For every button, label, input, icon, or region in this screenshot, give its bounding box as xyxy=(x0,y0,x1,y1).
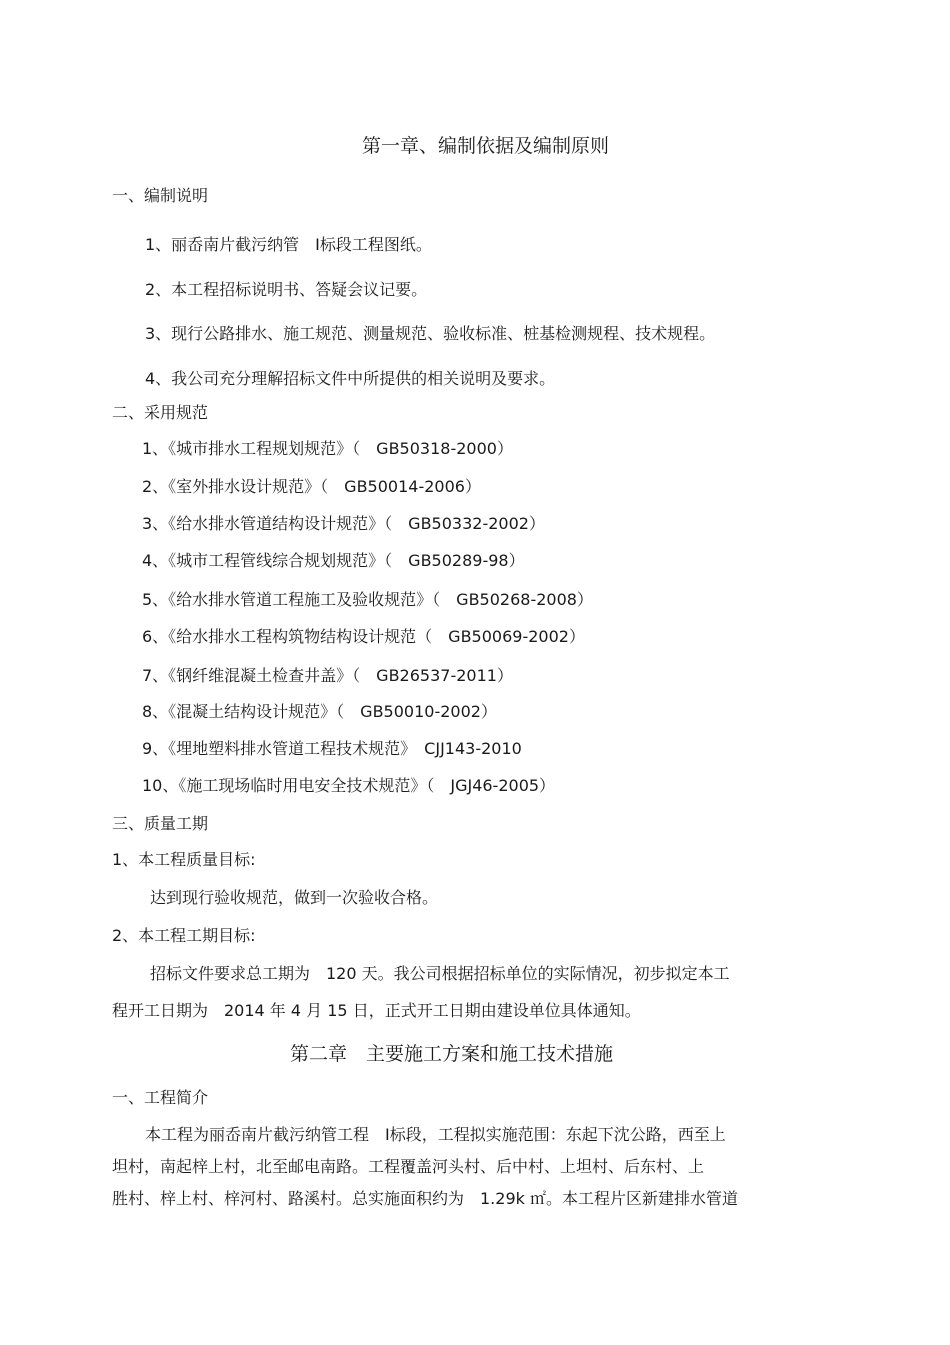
list-item: 1、《城市排水工程规划规范》（ GB50318-2000） xyxy=(142,439,513,458)
list-item: 5、《给水排水管道工程施工及验收规范》（ GB50268-2008） xyxy=(142,590,593,609)
section-heading: 二、采用规范 xyxy=(112,403,209,422)
chapter1-title: 第一章、编制依据及编制原则 xyxy=(362,135,610,157)
period-label: 2、本工程工期目标: xyxy=(112,926,256,945)
list-item: 9、《埋地塑料排水管道工程技术规范》 CJJ143-2010 xyxy=(142,739,522,758)
list-item: 2、本工程招标说明书、答疑会议记要。 xyxy=(145,280,428,299)
body-line: 胜村、梓上村、梓河村、路溪村。总实施面积约为 1.29k ㎡。本工程片区新建排水管道 xyxy=(112,1189,738,1208)
chapter2-title: 第二章 主要施工方案和施工技术措施 xyxy=(290,1043,614,1065)
section-heading: 一、工程简介 xyxy=(112,1088,209,1107)
section-heading: 三、质量工期 xyxy=(112,814,209,833)
quality-text: 达到现行验收规范，做到一次验收合格。 xyxy=(150,888,439,907)
list-item: 3、现行公路排水、施工规范、测量规范、验收标准、桩基检测规程、技术规程。 xyxy=(145,324,716,343)
list-item: 4、我公司充分理解招标文件中所提供的相关说明及要求。 xyxy=(145,369,556,388)
period-text-line: 招标文件要求总工期为 120 天。我公司根据招标单位的实际情况，初步拟定本工 xyxy=(150,964,730,983)
list-item: 6、《给水排水工程构筑物结构设计规范（ GB50069-2002） xyxy=(142,627,585,646)
list-item: 4、《城市工程管线综合规划规范》（ GB50289-98） xyxy=(142,551,525,570)
body-line: 坦村，南起梓上村，北至邮电南路。工程覆盖河头村、后中村、上坦村、后东村、上 xyxy=(112,1157,705,1176)
body-line: 本工程为丽岙南片截污纳管工程 Ⅰ标段，工程拟实施范围：东起下沈公路，西至上 xyxy=(145,1125,726,1144)
section-heading: 一、编制说明 xyxy=(112,186,209,205)
list-item: 7、《钢纤维混凝土检查井盖》（ GB26537-2011） xyxy=(142,666,513,685)
list-item: 1、丽岙南片截污纳管 Ⅰ标段工程图纸。 xyxy=(145,235,432,254)
list-item: 8、《混凝土结构设计规范》（ GB50010-2002） xyxy=(142,702,497,721)
list-item: 3、《给水排水管道结构设计规范》（ GB50332-2002） xyxy=(142,514,545,533)
period-text-line: 程开工日期为 2014 年 4 月 15 日，正式开工日期由建设单位具体通知。 xyxy=(112,1001,641,1020)
list-item: 2、《室外排水设计规范》（ GB50014-2006） xyxy=(142,477,481,496)
list-item: 10、《施工现场临时用电安全技术规范》（ JGJ46-2005） xyxy=(142,776,556,795)
quality-label: 1、本工程质量目标: xyxy=(112,850,256,869)
